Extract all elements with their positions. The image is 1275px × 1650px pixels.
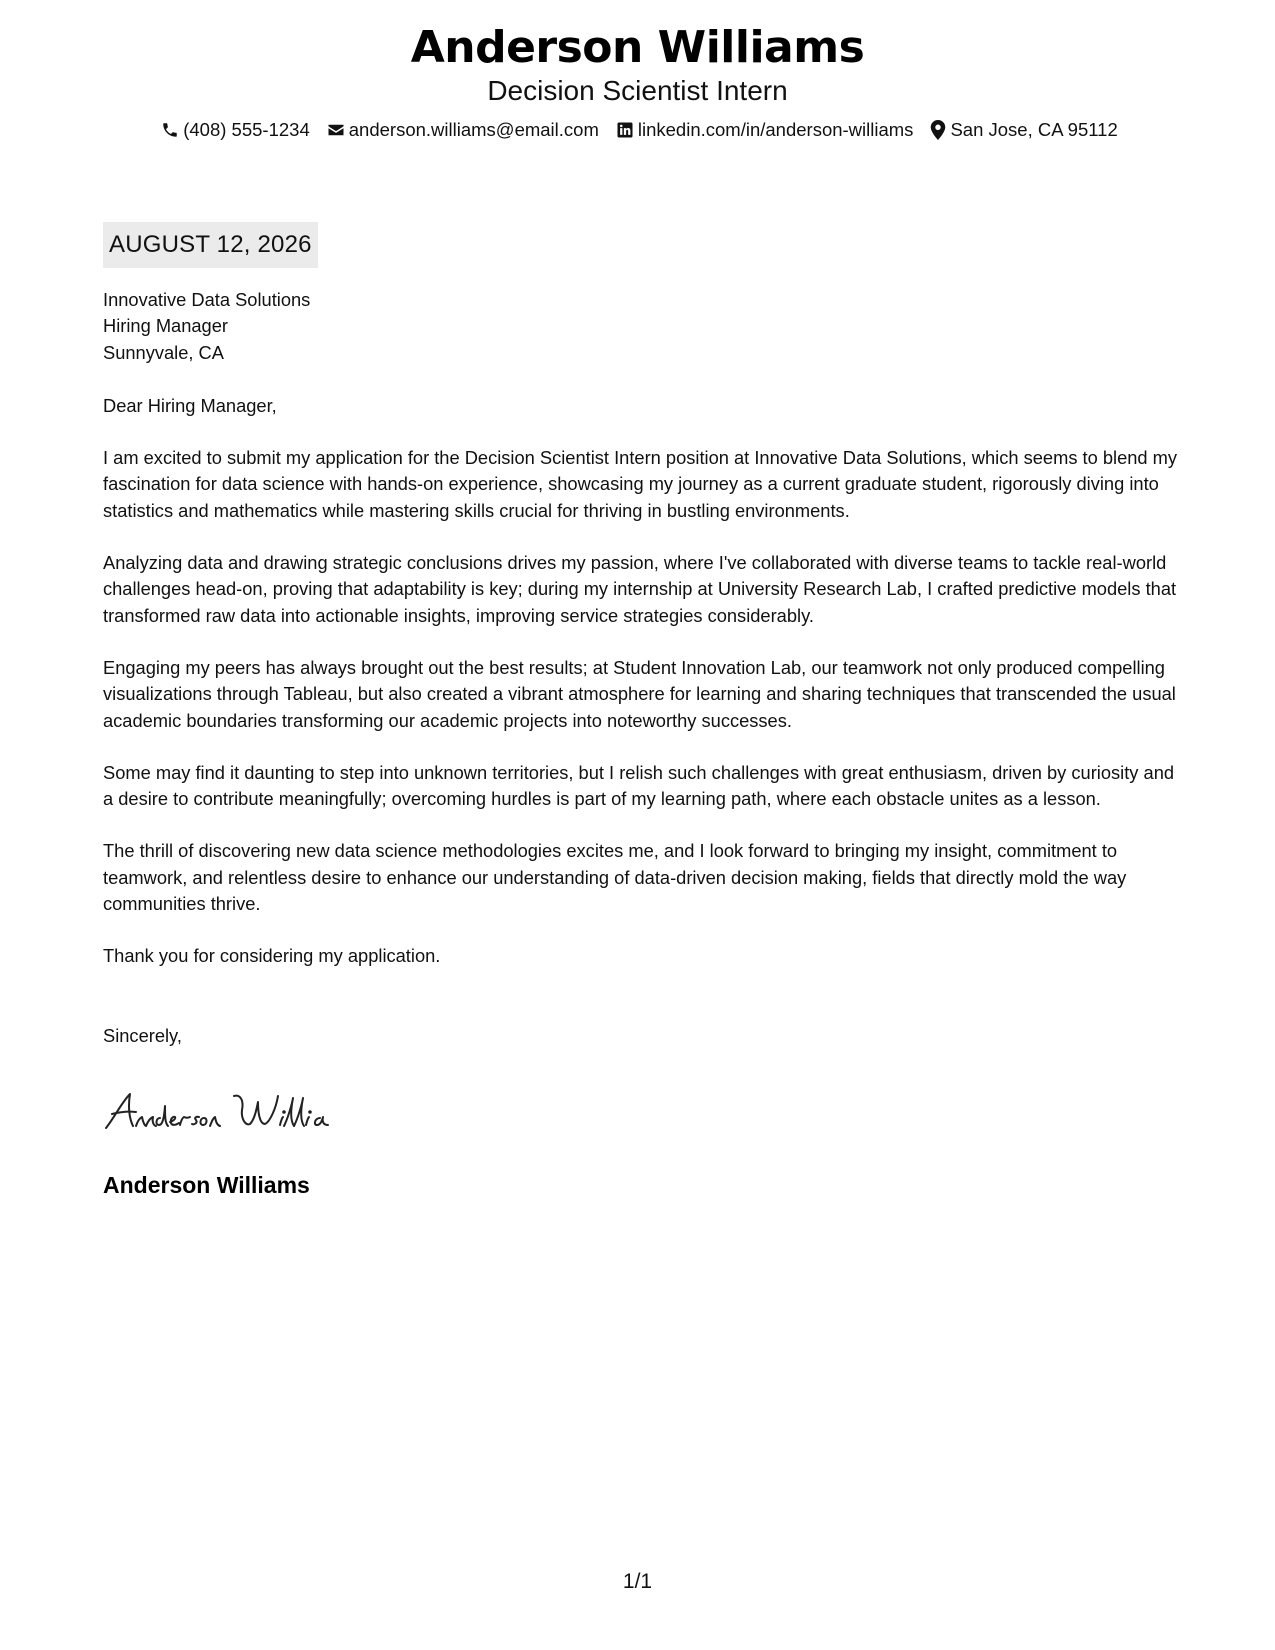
recipient-location: Sunnyvale, CA [103,341,224,363]
contact-phone [161,118,310,142]
paragraph-2: Analyzing data and drawing strategic conclusions drives my passion, where I've collaborated with diverse teams to tackle real-world challenges head-on, proving that adaptability is key; during my internship at University Research Lab, I crafted predictive models that transformed raw data into actionable insights, improving service strategies considerably. [103,552,1177,626]
paragraph-1: I am excited to submit my application for the Decision Scientist Intern position at Innovative Data Solutions, which seems to blend my fascination for data science with hands-on experience, showcasing my journey as a current graduate student, rigorously diving into statistics and mathematics while mastering skills crucial for thriving in bustling environments. [103,447,1178,521]
location-text: San Jose, CA 95112 [950,119,1118,140]
recipient-contact: Hiring Manager [103,315,228,337]
applicant-title: Decision Scientist Intern [487,75,788,106]
paragraph-4: Some may find it daunting to step into unknown territories, but I relish such challenges with great enthusiasm, driven by curiosity and a desire to contribute meaningfully; overcoming hurdles is part of my learning path, where each obstacle unites as a lesson. [103,761,1175,810]
map-marker-icon [930,120,946,140]
contact-bar [0,118,1275,142]
thank-you-line: Thank you for considering my application. [103,945,441,967]
envelope-icon [327,121,345,139]
recipient-company: Innovative Data Solutions [103,289,311,310]
letter-header [0,22,1275,142]
contact-linkedin[interactable] [616,118,914,142]
handwritten-signature [100,1088,360,1143]
recipient-block [103,287,1183,366]
letter-body [103,287,1183,1049]
phone-icon [161,121,179,139]
applicant-name: Anderson Williams [410,22,865,73]
contact-location [930,118,1117,142]
letter-date: AUGUST 12, 2026 [103,222,318,268]
paragraph-3: Engaging my peers has always brought out the best results; at Student Innovation Lab, our teamwork not only produced compelling visualizations through Tableau, but also created a vibrant atmosphere for learning and sharing techniques that transcended the usual academic boundaries transforming our academic projects into noteworthy successes. [103,656,1176,731]
email-text[interactable]: anderson.williams@email.com [348,119,599,140]
linkedin-icon [616,121,634,139]
phone-text: (408) 555-1234 [183,119,310,140]
linkedin-text[interactable]: linkedin.com/in/anderson-williams [637,119,914,140]
page-number: 1/1 [622,1570,653,1593]
contact-email[interactable] [327,118,599,142]
paragraph-5: The thrill of discovering new data science methodologies excites me, and I look forward to bringing my insight, commitment to teamwork, and relentless desire to enhance our understanding of data-driven decision making, fields that directly mold the way communities thrive. [103,840,1127,915]
signature-graphic [100,1088,360,1138]
salutation: Dear Hiring Manager, [103,394,277,416]
closing-line: Sincerely, [103,1024,182,1046]
signer-name: Anderson Williams [103,1172,310,1198]
